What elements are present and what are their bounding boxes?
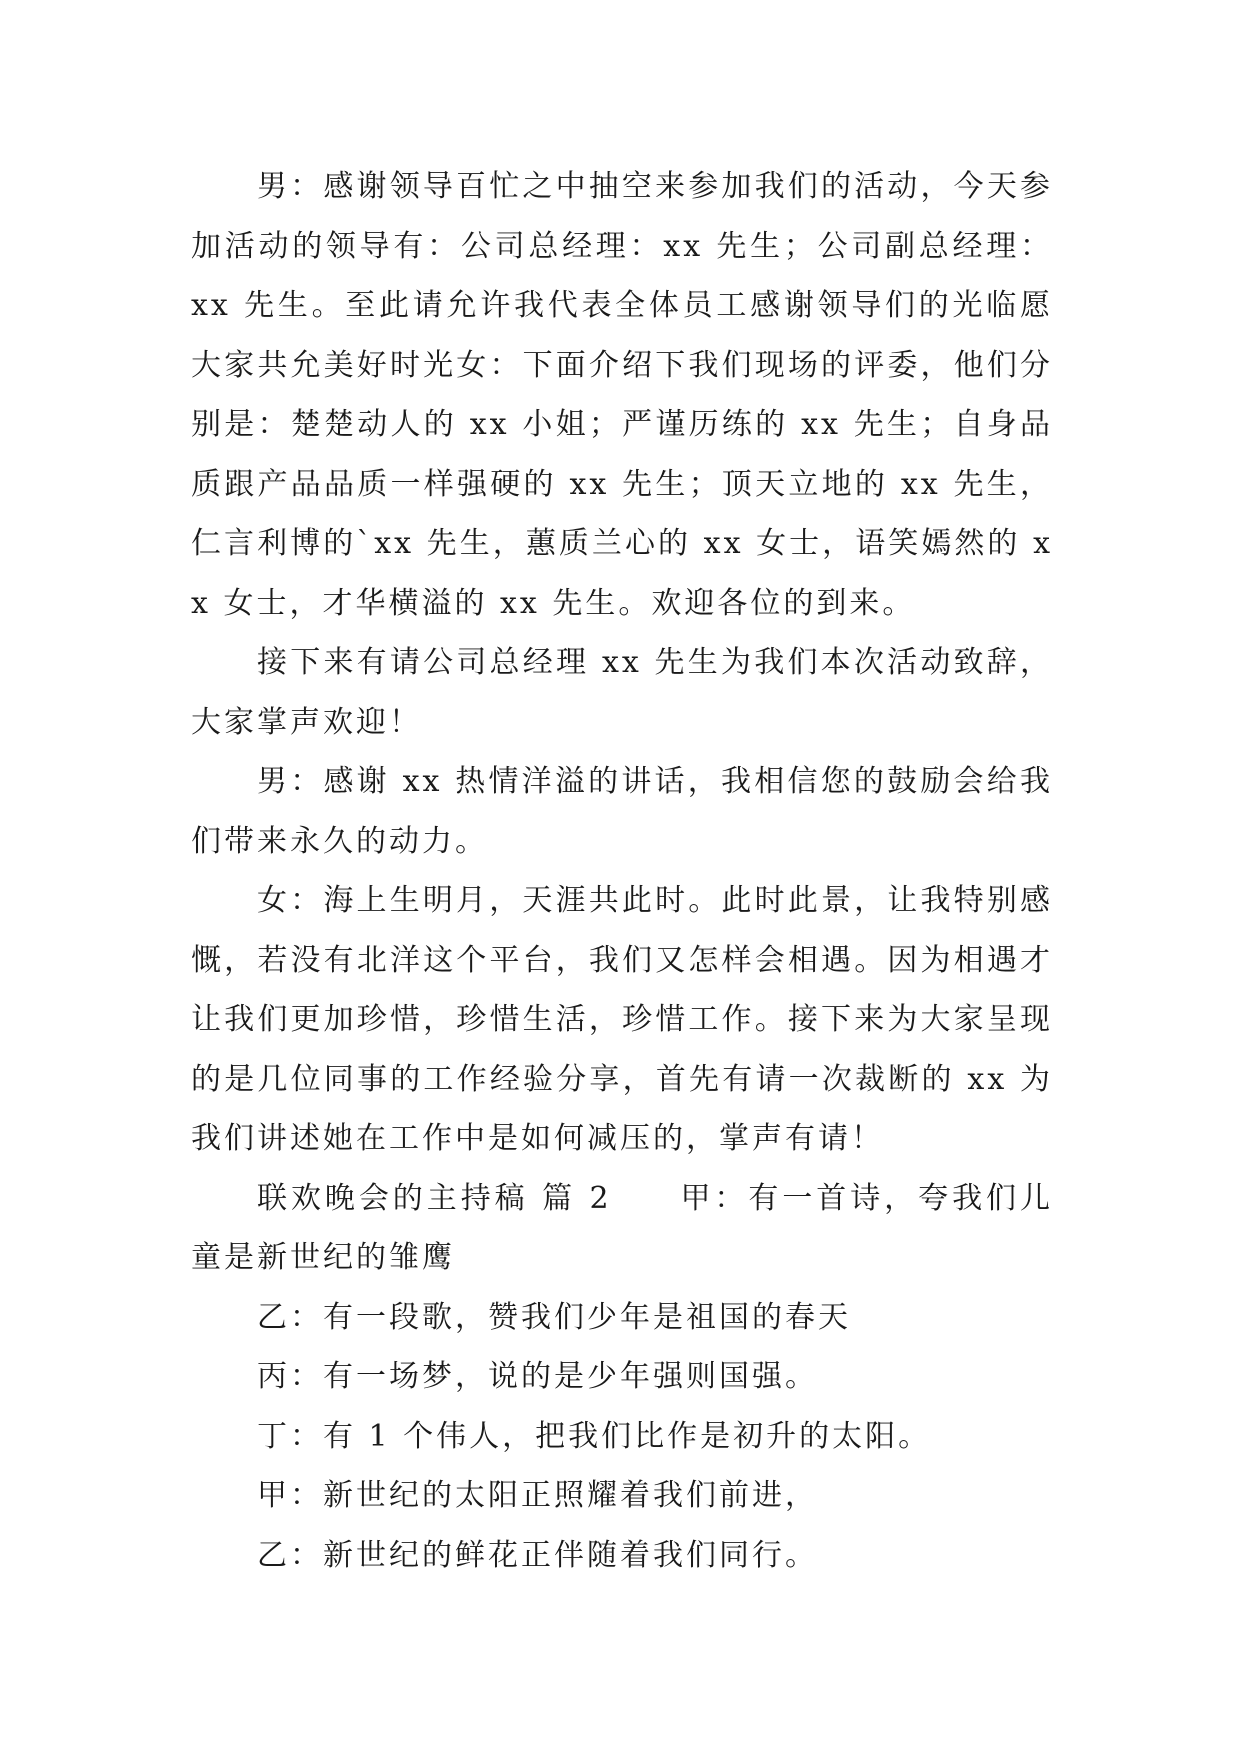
paragraph-sharing-intro: 女：海上生明月，天涯共此时。此时此景，让我特别感慨，若没有北洋这个平台，我们又怎样会相遇。因为相遇才让我们更加珍惜，珍惜生活，珍惜工作。接下来为大家呈现的是几位同事的工作经验分享，首先有请一次裁断的 xx 为我们讲述她在工作中是如何减压的，掌声有请！ bbox=[191, 883, 1053, 1156]
paragraph-thanks-speech: 男：感谢 xx 热情洋溢的讲话，我相信您的鼓励会给我们带来永久的动力。 bbox=[191, 764, 1053, 859]
paragraph-line-ding: 丁：有 1 个伟人，把我们比作是初升的太阳。 bbox=[257, 1418, 932, 1454]
paragraph-invite-speech: 接下来有请公司总经理 xx 先生为我们本次活动致辞，大家掌声欢迎！ bbox=[191, 645, 1053, 740]
paragraph-host-intro: 男：感谢领导百忙之中抽空来参加我们的活动，今天参加活动的领导有：公司总经理：xx 先生；公司副总经理：xx 先生。至此请允许我代表全体员工感谢领导们的光临愿大家共允美好时光女：下面介绍下我们现场的评委，他们分别是：楚楚动人的 xx 小姐；严谨历练的 xx 先生；自身品质跟产品品质一样强硬的 xx 先生；顶天立地的 xx 先生，仁言利博的`xx 先生，蕙质兰心的 xx 女士，语笑嫣然的 xx 女士，才华横溢的 xx 先生。欢迎各位的到来。 bbox=[191, 169, 1053, 621]
paragraph-section-2-start: 联欢晚会的主持稿 篇 2 甲：有一首诗，夸我们儿童是新世纪的雏鹰 bbox=[191, 1180, 1053, 1275]
paragraph-line-jia: 甲：新世纪的太阳正照耀着我们前进， bbox=[257, 1478, 818, 1513]
paragraph-line-yi-1: 乙：有一段歌，赞我们少年是祖国的春天 bbox=[257, 1299, 851, 1335]
document-body bbox=[191, 157, 1053, 1585]
paragraph-line-yi-2: 乙：新世纪的鲜花正伴随着我们同行。 bbox=[257, 1537, 818, 1573]
paragraph-line-bing: 丙：有一场梦，说的是少年强则国强。 bbox=[257, 1359, 818, 1394]
